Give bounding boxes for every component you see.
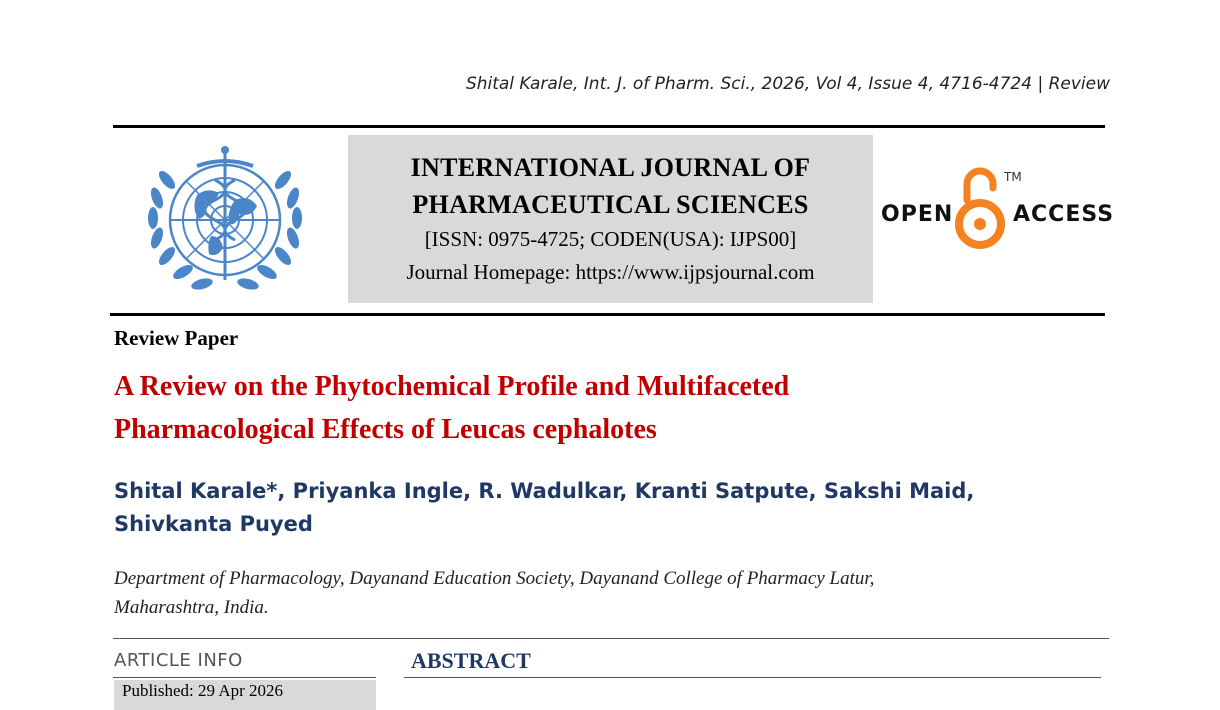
published-date: Published: 29 Apr 2026 bbox=[122, 681, 284, 700]
header-bottom-rule bbox=[110, 313, 1105, 316]
author-list-line1: Shital Karale*, Priyanka Ingle, R. Wadulkar, Kranti Satpute, Sakshi Maid, bbox=[114, 479, 975, 503]
journal-header-box bbox=[348, 135, 873, 303]
journal-title-line1: INTERNATIONAL JOURNAL OF bbox=[410, 153, 811, 182]
paper-title-line2: Pharmacological Effects of Leucas cephalotes bbox=[114, 414, 657, 445]
journal-title bbox=[348, 149, 873, 223]
paper-title bbox=[114, 365, 934, 451]
paper-type: Review Paper bbox=[114, 326, 239, 350]
abstract-heading: ABSTRACT bbox=[411, 648, 531, 673]
open-access-trademark: TM bbox=[1004, 170, 1022, 184]
running-header: Shital Karale, Int. J. of Pharm. Sci., 2026, Vol 4, Issue 4, 4716-4724 | Review bbox=[465, 74, 1110, 94]
affiliation bbox=[114, 564, 1044, 622]
affiliation-line2: Maharashtra, India. bbox=[114, 597, 269, 618]
journal-homepage: Journal Homepage: https://www.ijpsjournal.com bbox=[406, 260, 815, 284]
open-access-open-text: OPEN bbox=[881, 202, 954, 227]
section-divider-rule bbox=[113, 638, 1109, 639]
journal-emblem-icon bbox=[127, 140, 323, 306]
journal-title-line2: PHARMACEUTICAL SCIENCES bbox=[412, 190, 809, 219]
journal-issn: [ISSN: 0975-4725; CODEN(USA): IJPS00] bbox=[424, 227, 797, 251]
author-list bbox=[114, 475, 1044, 541]
open-access-lock-icon bbox=[953, 166, 1007, 250]
affiliation-line1: Department of Pharmacology, Dayanand Education Society, Dayanand College of Pharmacy Latur, bbox=[114, 568, 875, 589]
abstract-rule bbox=[404, 677, 1101, 678]
article-info-label: ARTICLE INFO bbox=[114, 650, 243, 671]
paper-title-line1: A Review on the Phytochemical Profile and Multifaceted bbox=[114, 371, 790, 402]
header-top-rule bbox=[113, 125, 1105, 128]
article-info-rule bbox=[113, 677, 376, 678]
author-list-line2: Shivkanta Puyed bbox=[114, 512, 313, 536]
open-access-access-text: ACCESS bbox=[1013, 202, 1115, 227]
